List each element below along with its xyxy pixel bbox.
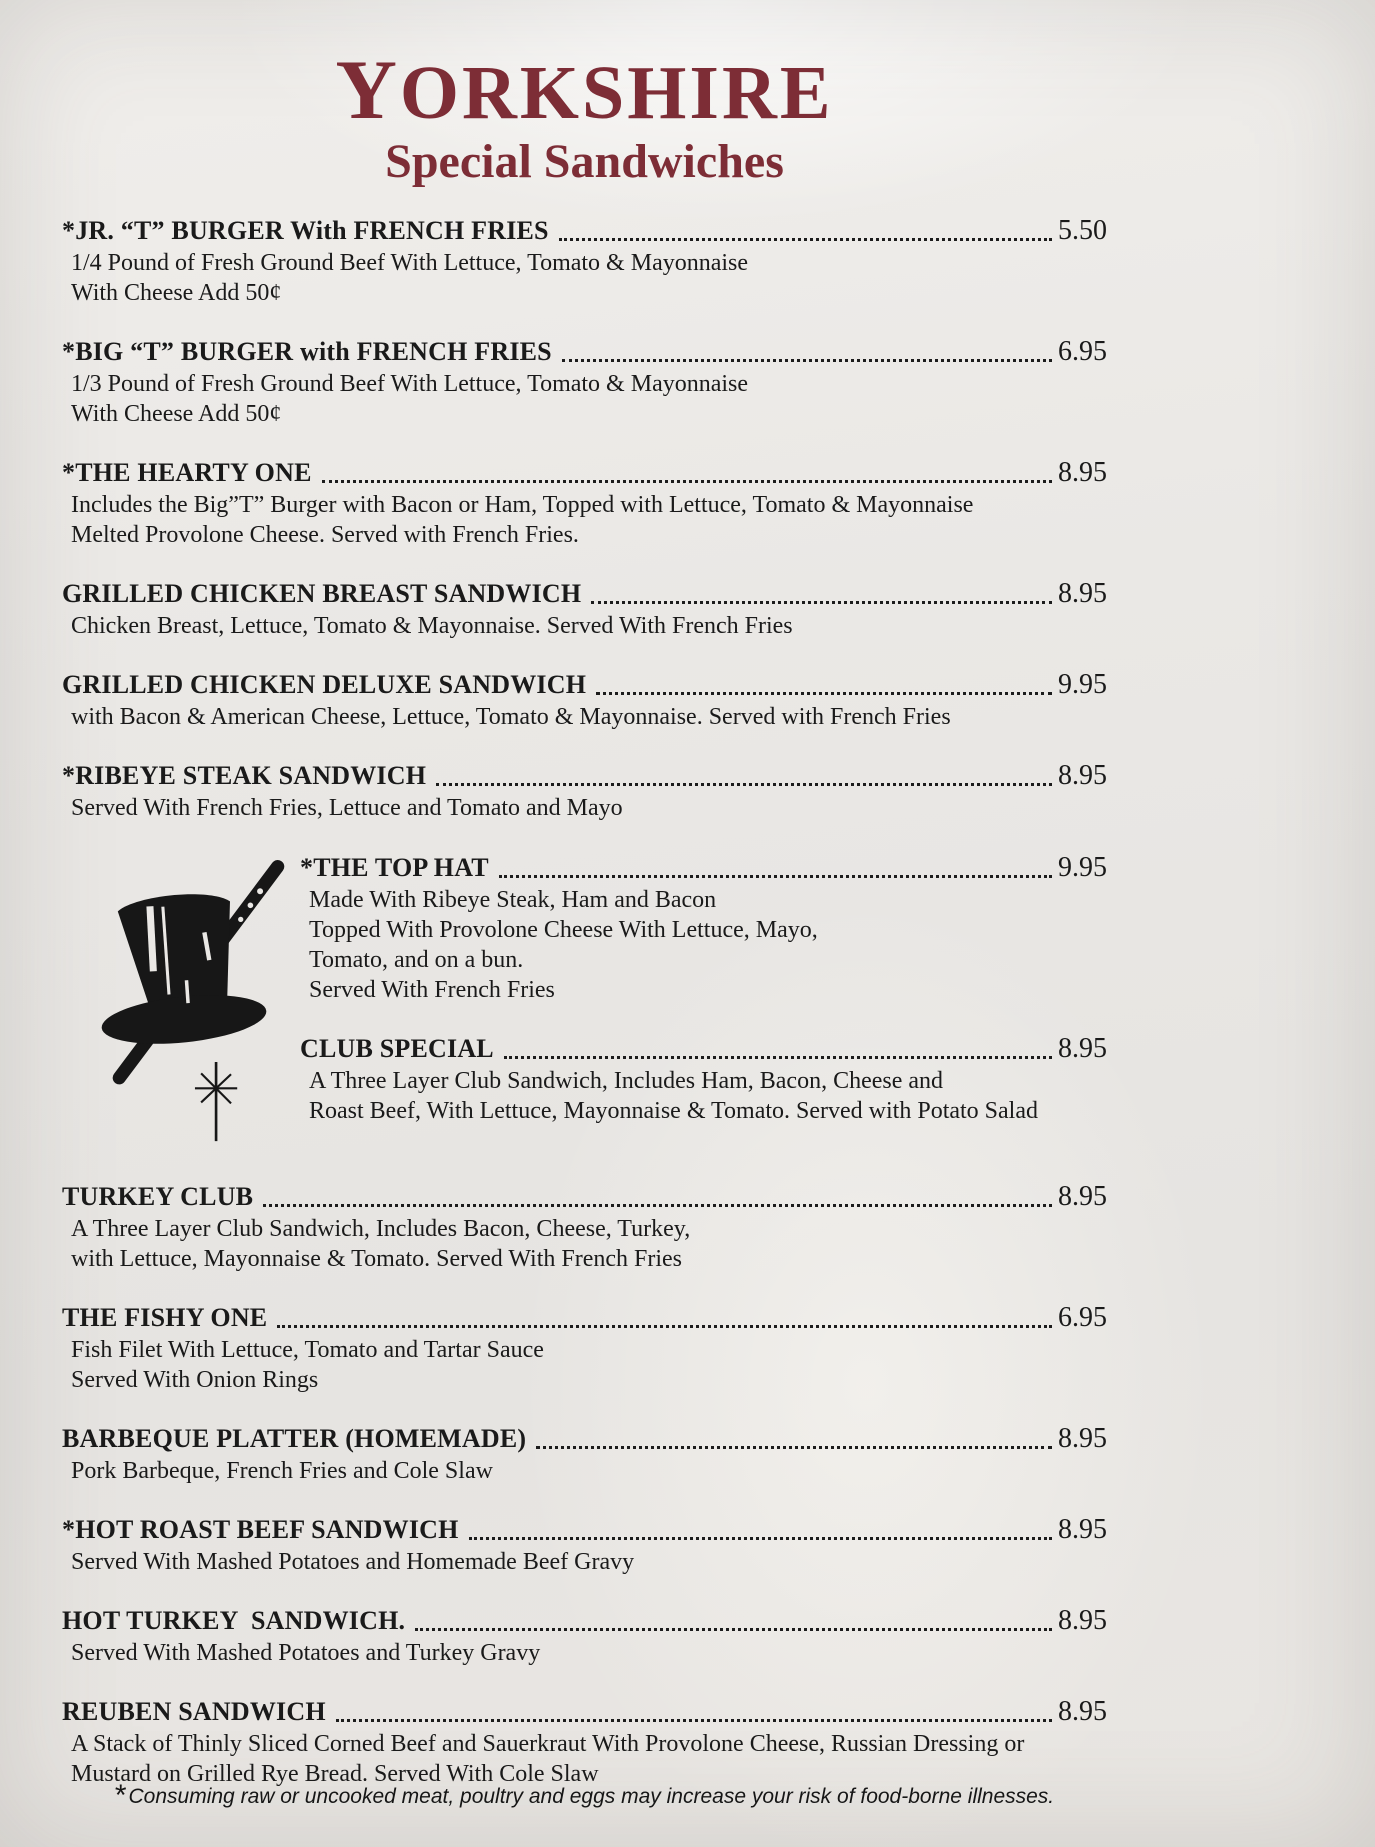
top-hat-items bbox=[300, 847, 1107, 1126]
item-name: *THE HEARTY ONE bbox=[62, 457, 312, 487]
item-name: GRILLED CHICKEN DELUXE SANDWICH bbox=[62, 669, 587, 699]
item-price: 5.50 bbox=[1058, 214, 1107, 246]
item-description: Fish Filet With Lettuce, Tomato and Tartar Sauce bbox=[71, 1336, 544, 1363]
item-price: 8.95 bbox=[1058, 456, 1107, 488]
item-name: REUBEN SANDWICH bbox=[62, 1696, 326, 1726]
item-name: GRILLED CHICKEN BREAST SANDWICH bbox=[62, 578, 582, 608]
menu-item-turkey-club bbox=[62, 1180, 1107, 1274]
dotted-leader bbox=[504, 1056, 1052, 1059]
menu-item-ribeye-steak bbox=[62, 759, 1107, 823]
dotted-leader bbox=[559, 238, 1052, 241]
item-description: Served With Mashed Potatoes and Turkey Gravy bbox=[71, 1639, 541, 1666]
footnote bbox=[62, 1779, 1107, 1813]
item-name: *THE TOP HAT bbox=[300, 852, 489, 882]
asterisk-icon: * bbox=[114, 1779, 127, 1812]
item-name: BARBEQUE PLATTER (HOMEMADE) bbox=[62, 1423, 527, 1453]
item-price: 8.95 bbox=[1058, 1695, 1107, 1727]
item-price: 8.95 bbox=[1058, 577, 1107, 609]
menu-item-grilled-chicken-breast bbox=[62, 577, 1107, 641]
dotted-leader bbox=[499, 875, 1052, 878]
dotted-leader bbox=[322, 480, 1052, 483]
menu-item-barbeque-platter bbox=[62, 1422, 1107, 1486]
item-name: HOT TURKEY SANDWICH. bbox=[62, 1605, 406, 1635]
menu-item-big-t-burger bbox=[62, 335, 1107, 429]
item-price: 9.95 bbox=[1058, 668, 1107, 700]
item-price: 6.95 bbox=[1058, 335, 1107, 367]
item-name: *JR. “T” BURGER With FRENCH FRIES bbox=[62, 215, 549, 245]
menu-item-fishy-one bbox=[62, 1301, 1107, 1395]
item-description: Includes the Big”T” Burger with Bacon or Ham, Topped with Lettuce, Tomato & Mayonnaise bbox=[71, 491, 974, 518]
item-name: *RIBEYE STEAK SANDWICH bbox=[62, 760, 427, 790]
top-hat-section bbox=[62, 847, 1107, 1153]
item-name: THE FISHY ONE bbox=[62, 1302, 268, 1332]
item-price: 8.95 bbox=[1058, 1180, 1107, 1212]
menu-items bbox=[62, 214, 1107, 1789]
page-subtitle: Special Sandwiches bbox=[385, 135, 784, 189]
menu-item-hot-turkey bbox=[62, 1604, 1107, 1668]
menu-item-reuben bbox=[62, 1695, 1107, 1789]
item-description: Melted Provolone Cheese. Served with French Fries. bbox=[71, 521, 579, 548]
dotted-leader bbox=[591, 601, 1052, 604]
menu-item-jr-t-burger bbox=[62, 214, 1107, 308]
item-description: Served With Onion Rings bbox=[71, 1366, 319, 1393]
item-description: Served With French Fries bbox=[309, 976, 555, 1003]
item-price: 8.95 bbox=[1058, 1422, 1107, 1454]
dotted-leader bbox=[562, 359, 1052, 362]
menu-item-grilled-chicken-deluxe bbox=[62, 668, 1107, 732]
menu-item-top-hat bbox=[300, 851, 1107, 1005]
top-hat-cane-illustration bbox=[70, 853, 290, 1153]
item-description: A Three Layer Club Sandwich, Includes Bacon, Cheese, Turkey, bbox=[71, 1215, 691, 1242]
item-price: 6.95 bbox=[1058, 1301, 1107, 1333]
item-price: 8.95 bbox=[1058, 759, 1107, 791]
menu-header bbox=[62, 43, 1107, 189]
item-name: CLUB SPECIAL bbox=[300, 1033, 494, 1063]
dotted-leader bbox=[536, 1446, 1052, 1449]
dotted-leader bbox=[277, 1325, 1052, 1328]
page-title: YORKSHIRE bbox=[335, 43, 834, 137]
item-description: A Stack of Thinly Sliced Corned Beef and Sauerkraut With Provolone Cheese, Russian Dressing or bbox=[71, 1730, 1025, 1757]
dotted-leader bbox=[469, 1537, 1052, 1540]
item-price: 9.95 bbox=[1058, 851, 1107, 883]
menu-item-club-special bbox=[300, 1032, 1107, 1126]
footnote-text: Consuming raw or uncooked meat, poultry and eggs may increase your risk of food-borne illnesses. bbox=[128, 1785, 1055, 1808]
item-description: Topped With Provolone Cheese With Lettuce, Mayo, bbox=[309, 916, 818, 943]
item-description: Chicken Breast, Lettuce, Tomato & Mayonnaise. Served With French Fries bbox=[71, 612, 793, 639]
item-description: Served With Mashed Potatoes and Homemade Beef Gravy bbox=[71, 1548, 635, 1575]
item-price: 8.95 bbox=[1058, 1513, 1107, 1545]
dotted-leader bbox=[436, 783, 1052, 786]
wand-star-icon bbox=[195, 1062, 237, 1141]
dotted-leader bbox=[263, 1204, 1052, 1207]
item-description: With Cheese Add 50¢ bbox=[71, 400, 282, 427]
dotted-leader bbox=[336, 1719, 1052, 1722]
item-description: Served With French Fries, Lettuce and Tomato and Mayo bbox=[71, 794, 623, 821]
item-description: 1/3 Pound of Fresh Ground Beef With Lettuce, Tomato & Mayonnaise bbox=[71, 370, 749, 397]
item-price: 8.95 bbox=[1058, 1604, 1107, 1636]
item-description: A Three Layer Club Sandwich, Includes Ham, Bacon, Cheese and bbox=[309, 1067, 944, 1094]
menu-item-hearty-one bbox=[62, 456, 1107, 550]
item-name: *BIG “T” BURGER with FRENCH FRIES bbox=[62, 336, 552, 366]
item-description: with Bacon & American Cheese, Lettuce, Tomato & Mayonnaise. Served with French Fries bbox=[71, 703, 951, 730]
item-description: 1/4 Pound of Fresh Ground Beef With Lettuce, Tomato & Mayonnaise bbox=[71, 249, 749, 276]
item-price: 8.95 bbox=[1058, 1032, 1107, 1064]
item-description: Pork Barbeque, French Fries and Cole Slaw bbox=[71, 1457, 493, 1484]
item-description: With Cheese Add 50¢ bbox=[71, 279, 282, 306]
dotted-leader bbox=[596, 692, 1052, 695]
item-name: *HOT ROAST BEEF SANDWICH bbox=[62, 1514, 459, 1544]
menu-item-hot-roast-beef bbox=[62, 1513, 1107, 1577]
item-description: Roast Beef, With Lettuce, Mayonnaise & Tomato. Served with Potato Salad bbox=[309, 1097, 1038, 1124]
dotted-leader bbox=[415, 1628, 1052, 1631]
item-description: with Lettuce, Mayonnaise & Tomato. Served With French Fries bbox=[71, 1245, 683, 1272]
item-description: Mustard on Grilled Rye Bread. Served With Cole Slaw bbox=[71, 1760, 599, 1787]
item-description: Made With Ribeye Steak, Ham and Bacon bbox=[309, 886, 717, 913]
item-name: TURKEY CLUB bbox=[62, 1181, 254, 1211]
item-description: Tomato, and on a bun. bbox=[309, 946, 524, 973]
